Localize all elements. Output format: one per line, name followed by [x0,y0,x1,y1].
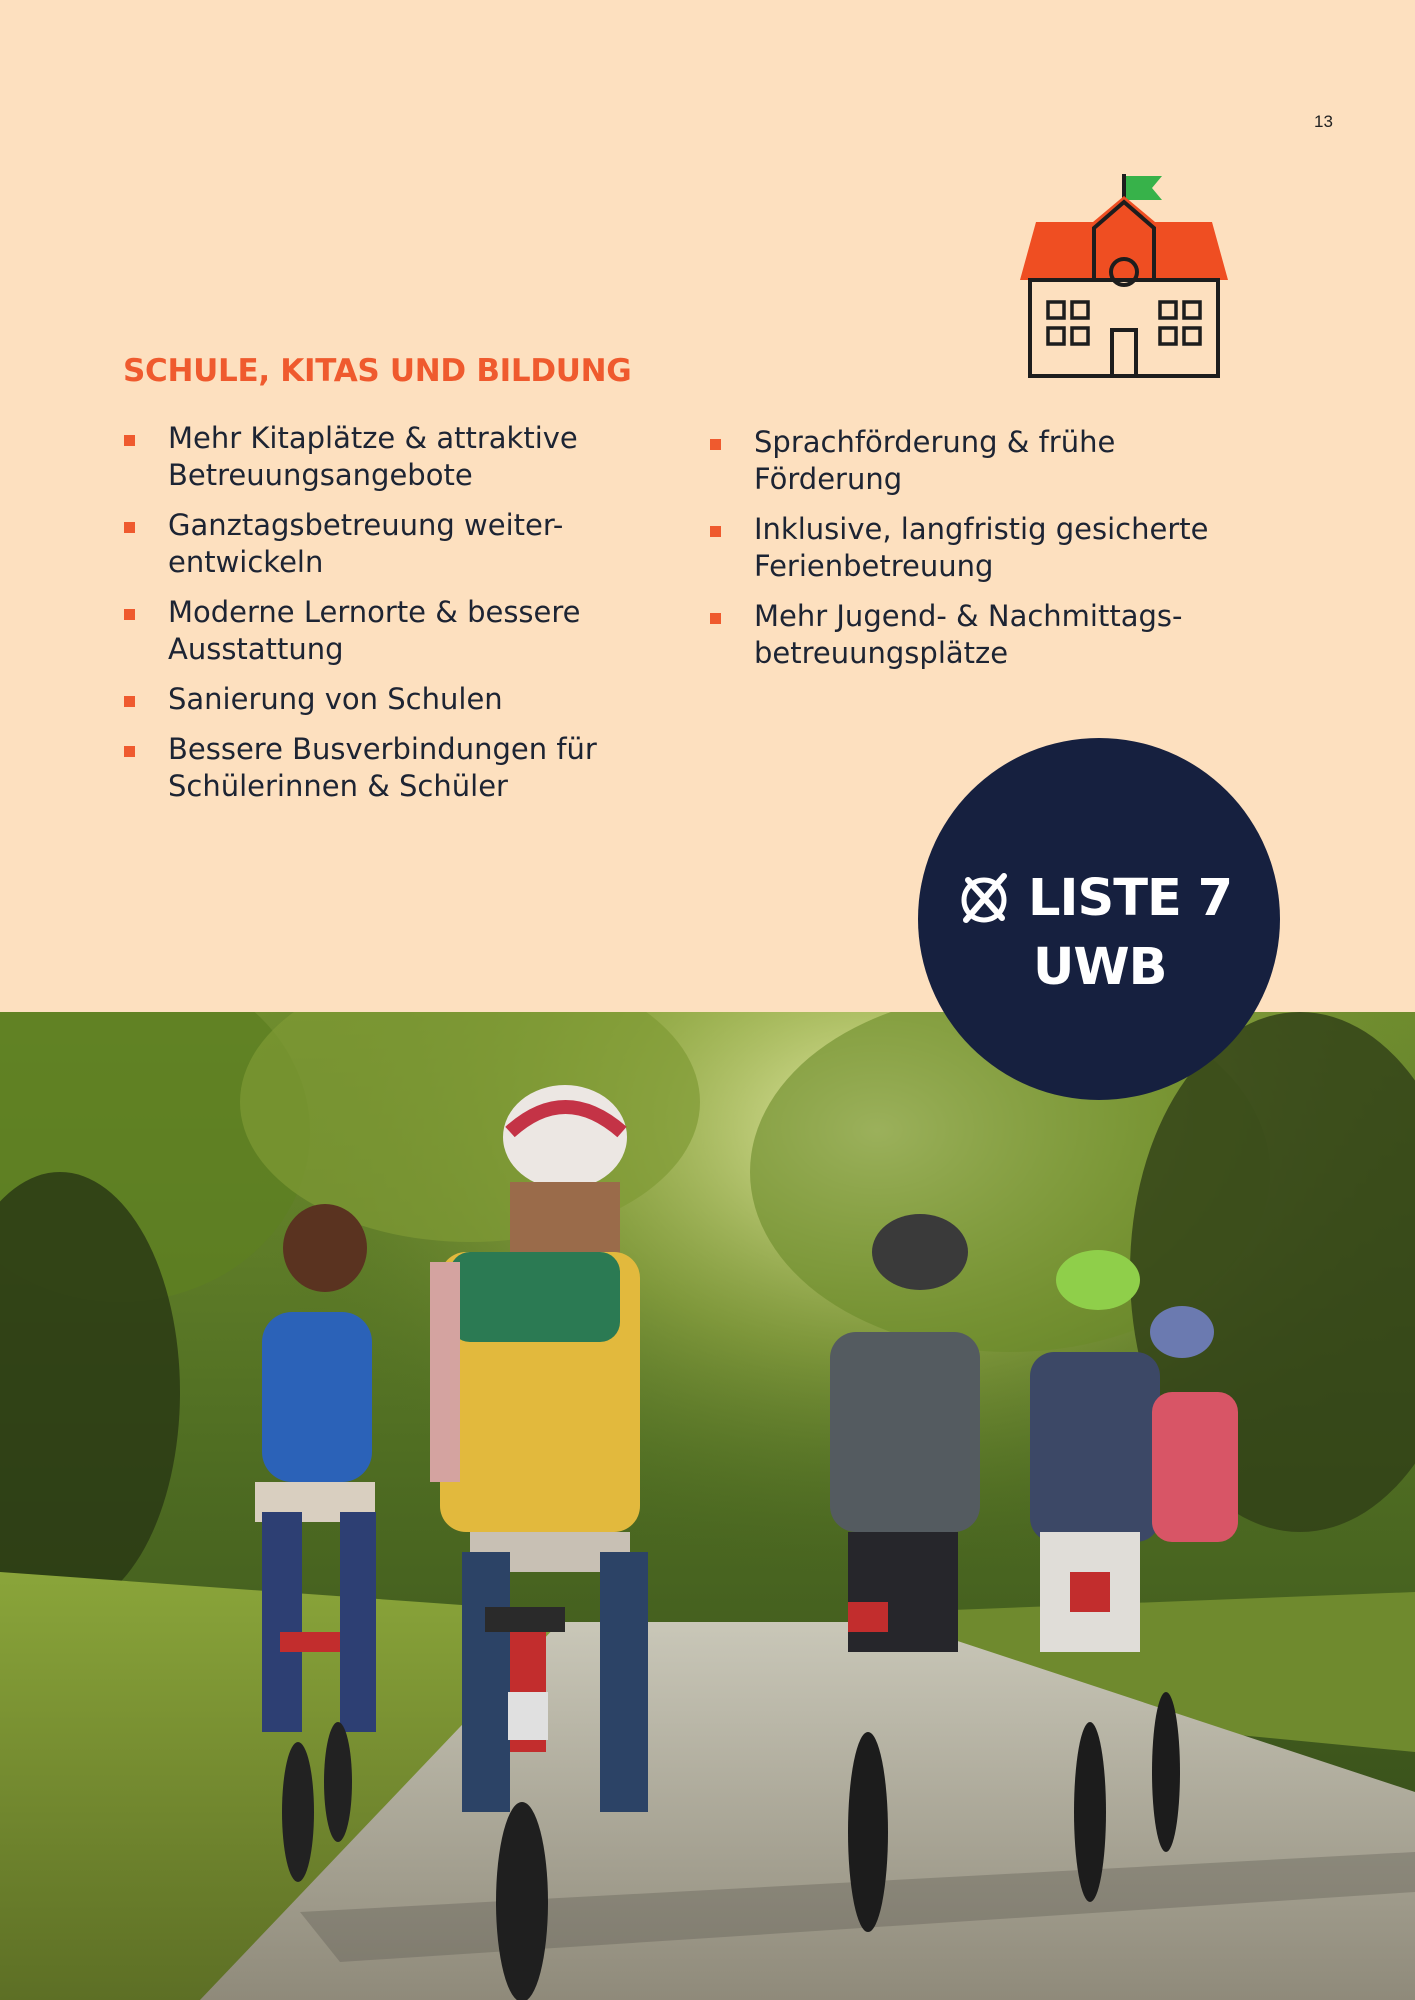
list-item-line: Ferienbetreuung [754,549,994,583]
list-item [122,420,622,494]
list-item-line: Bessere Busverbindungen für [168,732,597,766]
bullet-square [124,746,135,757]
list-item-line: Ausstattung [168,632,344,666]
list-item [122,594,622,668]
page-number: 13 [1314,112,1333,131]
list-item-line: Förderung [754,462,903,496]
bullet-square [124,609,135,620]
bullet-square [710,613,721,624]
badge-list-number: LISTE 7 [1028,868,1233,928]
list-item [708,598,1248,672]
list-item-line: Sprachförderung & frühe [754,425,1116,459]
section-heading: SCHULE, KITAS UND BILDUNG [123,353,632,389]
school-building-icon [1018,168,1230,384]
list-item [122,507,622,581]
list-item-line: Schülerinnen & Schüler [168,769,508,803]
bullet-square [710,439,721,450]
badge-line-one [958,868,1258,928]
list-item [708,424,1248,498]
list-item-line: Moderne Lernorte & bessere [168,595,581,629]
bullet-square [124,522,135,533]
priority-list-right [708,424,1248,685]
list-item-line: Mehr Jugend- & Nachmittags- [754,599,1183,633]
badge-party-name: UWB [1033,938,1167,997]
list-item-line: Sanierung von Schulen [168,682,503,716]
bullet-square [124,696,135,707]
list-item-line: Ganztagsbetreuung weiter- [168,508,564,542]
list-item-line: betreuungsplätze [754,636,1009,670]
children-cycling-photo [0,1012,1415,2000]
list-item [122,731,622,805]
list-item-line: Betreuungsangebote [168,458,473,492]
list-item-line: entwickeln [168,545,324,579]
bullet-square [710,526,721,537]
list-item [122,681,622,718]
list-item-line: Mehr Kitaplätze & attraktive [168,421,578,455]
bullet-square [124,435,135,446]
ballot-badge [918,738,1280,1100]
list-item [708,511,1248,585]
ballot-cross-icon [958,872,1010,924]
priority-list-left [122,420,622,818]
list-item-line: Inklusive, langfristig gesicherte [754,512,1209,546]
